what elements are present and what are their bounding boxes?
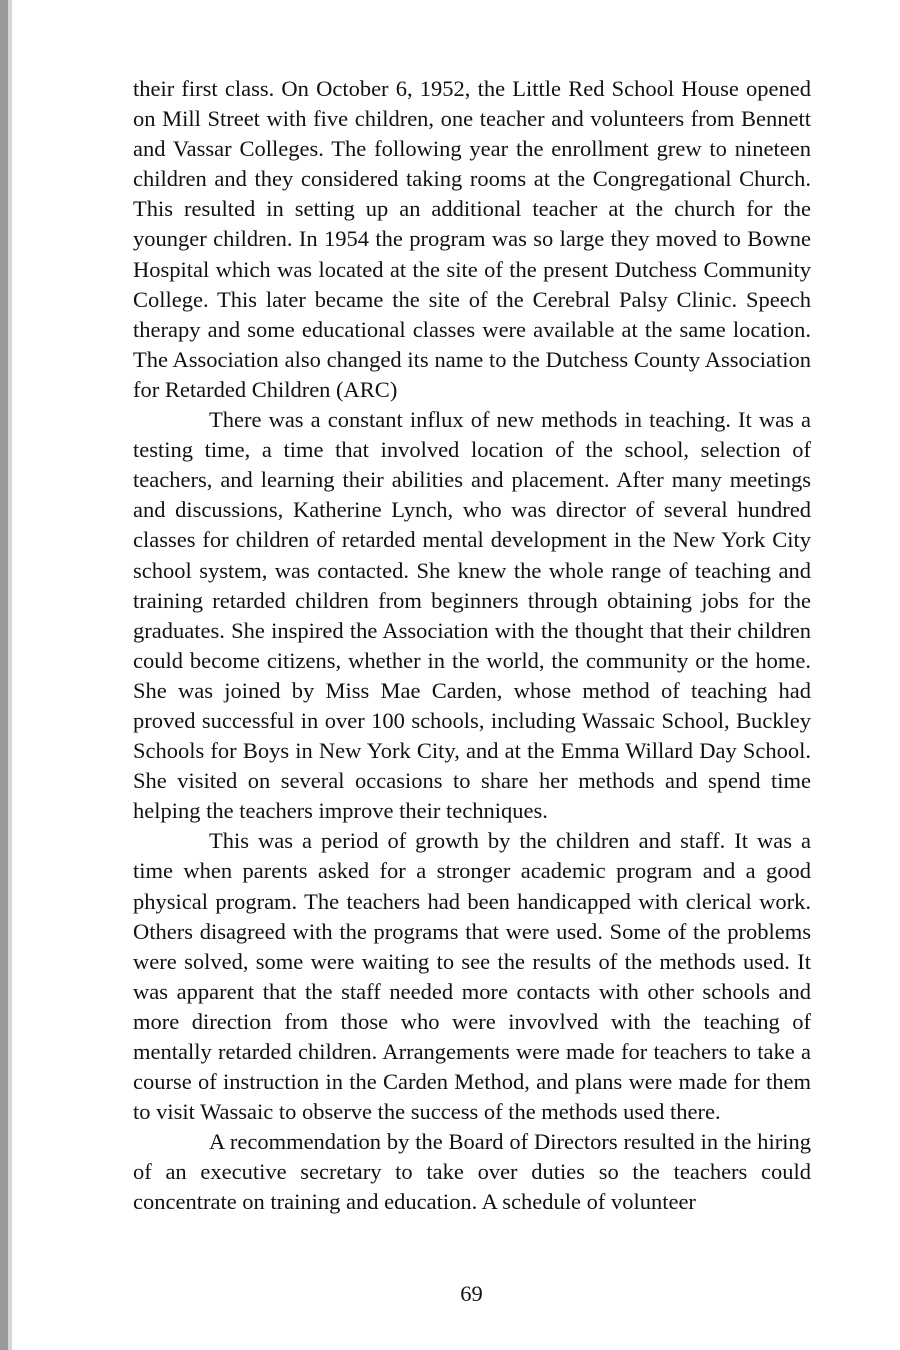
- paragraph-4: A recommendation by the Board of Directors resulted in the hiring of an executive secretary to take over duties so the teachers could concentrate on training and education. A schedule of volunteer: [133, 1129, 811, 1215]
- binding-edge: [0, 0, 8, 1350]
- page-number: 69: [460, 1281, 483, 1306]
- binding-edge-shadow: [8, 0, 12, 1350]
- paragraph-3: This was a period of growth by the children and staff. It was a time when parents asked for a stronger academic program and a good physical program. The teachers had been handicapped with clerical work. Others disagreed with the programs that were used. Some of the problems were solved, some were waiting to see the results of the methods used. It was apparent that the staff needed more contacts with other schools and more direction from those who were invovlved with the teaching of mentally retarded children. Arrangements were made for teachers to take a course of instruction in the Carden Method, and plans were made for them to visit Wassaic to observe the success of the methods used there.: [133, 828, 811, 1125]
- page-body: [133, 74, 811, 1218]
- paragraph-2: There was a constant influx of new methods in teaching. It was a testing time, a time that involved location of the school, selection of teachers, and learning their abilities and placement. After many meetings and discussions, Katherine Lynch, who was director of several hundred classes for children of retarded mental development in the New York City school system, was contacted. She knew the whole range of teaching and training retarded children from beginners through obtaining jobs for the graduates. She inspired the Association with the thought that their children could become citizens, whether in the world, the community or the home. She was joined by Miss Mae Carden, whose method of teaching had proved successful in over 100 schools, including Wassaic School, Buckley Schools for Boys in New York City, and at the Emma Willard Day School. She visited on several occasions to share her methods and spend time helping the teachers improve their techniques.: [133, 407, 811, 824]
- paragraph-1: their first class. On October 6, 1952, the Little Red School House opened on Mill Street with five children, one teacher and volunteers from Bennett and Vassar Colleges. The following year the enrollment grew to nineteen children and they considered taking rooms at the Congregational Church. This resulted in setting up an additional teacher at the church for the younger children. In 1954 the program was so large they moved to Bowne Hospital which was located at the site of the present Dutchess Community College. This later became the site of the Cerebral Palsy Clinic. Speech therapy and some educational classes were available at the same location. The Association also changed its name to the Dutchess County Association for Retarded Children (ARC): [133, 76, 811, 402]
